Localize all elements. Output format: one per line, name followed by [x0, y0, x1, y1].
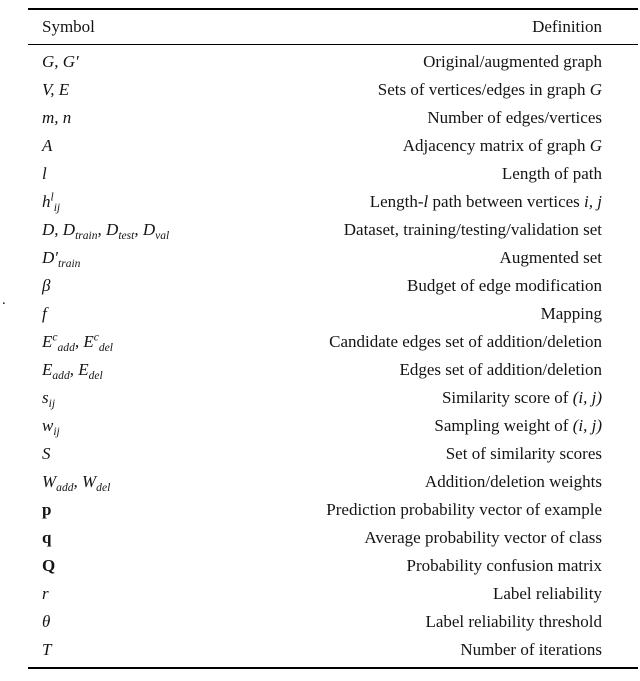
- definition-cell: Label reliability: [492, 584, 602, 603]
- symbol-cell: $E_{add}$, $E_{del}$: [42, 360, 103, 383]
- symbol-cell: A: [42, 136, 53, 155]
- table-body: [28, 45, 638, 669]
- symbol-cell: $s_{ij}$: [42, 388, 56, 411]
- symbol-cell: $W_{add}$, $W_{del}$: [42, 472, 111, 495]
- symbol-cell: $E^c_{add}$, $E^c_{del}$: [42, 330, 113, 355]
- definition-cell: Augmented set: [499, 248, 602, 267]
- definition-cell: Length of path: [501, 164, 602, 183]
- table-row: [28, 636, 638, 668]
- symbol-cell: D, $D_{train}$, $D_{test}$, $D_{val}$: [42, 220, 170, 243]
- symbol-cell: r: [42, 584, 49, 603]
- header-row: [28, 9, 638, 45]
- table-row: [28, 468, 638, 496]
- definition-cell: Number of edges/vertices: [427, 108, 602, 127]
- definition-cell: Addition/deletion weights: [424, 472, 602, 491]
- symbol-cell: V, E: [42, 80, 70, 99]
- notation-table: [28, 8, 638, 669]
- symbol-cell: $D'_{train}$: [42, 248, 81, 271]
- table-row: [28, 552, 638, 580]
- table-row: [28, 45, 638, 77]
- definition-cell: Candidate edges set of addition/deletion: [329, 332, 602, 351]
- symbol-cell: $h^l_{ij}$: [42, 190, 61, 215]
- symbol-cell: l: [42, 164, 47, 183]
- table-row: [28, 188, 638, 216]
- table-row: [28, 328, 638, 356]
- definition-cell: Prediction probability vector of example: [326, 500, 602, 519]
- table-row: [28, 300, 638, 328]
- definition-cell: Sets of vertices/edges in graph G: [377, 80, 602, 99]
- symbol-cell: G, G′: [42, 52, 79, 71]
- definition-cell: Mapping: [540, 304, 602, 323]
- symbol-cell: θ: [42, 612, 51, 631]
- definition-cell: Set of similarity scores: [445, 444, 602, 463]
- table-row: [28, 356, 638, 384]
- definition-cell: Sampling weight of (i, j): [434, 416, 602, 435]
- table-row: [28, 440, 638, 468]
- definition-cell: Average probability vector of class: [364, 528, 602, 547]
- symbol-cell: T: [42, 640, 52, 659]
- definition-cell: Probability confusion matrix: [406, 556, 602, 575]
- symbol-cell: m, n: [42, 108, 72, 127]
- table-row: [28, 384, 638, 412]
- symbol-cell: q: [42, 528, 52, 547]
- table-row: [28, 524, 638, 552]
- table-row: [28, 76, 638, 104]
- table-row: [28, 104, 638, 132]
- definition-column-header: Definition: [532, 17, 602, 36]
- definition-cell: Number of iterations: [460, 640, 602, 659]
- definition-cell: Budget of edge modification: [407, 276, 602, 295]
- symbol-cell: β: [42, 276, 51, 295]
- definition-cell: Adjacency matrix of graph G: [402, 136, 602, 155]
- symbol-column-header: Symbol: [42, 17, 95, 36]
- symbol-cell: f: [42, 304, 47, 323]
- table-row: [28, 580, 638, 608]
- symbol-cell: $w_{ij}$: [42, 416, 60, 439]
- table-row: [28, 160, 638, 188]
- table-row: [28, 608, 638, 636]
- table-row: [28, 244, 638, 272]
- stray-mark: .: [2, 292, 6, 308]
- table-row: [28, 412, 638, 440]
- table-row: [28, 496, 638, 524]
- definition-cell: Length-l path between vertices i, j: [369, 192, 602, 211]
- table-header: [28, 9, 638, 45]
- definition-cell: Similarity score of (i, j): [441, 388, 602, 407]
- table-row: [28, 132, 638, 160]
- symbol-cell: p: [42, 500, 52, 519]
- table-row: [28, 216, 638, 244]
- definition-cell: Dataset, training/testing/validation set: [343, 220, 602, 239]
- symbol-cell: Q: [42, 556, 56, 575]
- table-row: [28, 272, 638, 300]
- definition-cell: Label reliability threshold: [425, 612, 602, 631]
- definition-cell: Edges set of addition/deletion: [399, 360, 602, 379]
- symbol-cell: S: [42, 444, 51, 463]
- definition-cell: Original/augmented graph: [423, 52, 602, 71]
